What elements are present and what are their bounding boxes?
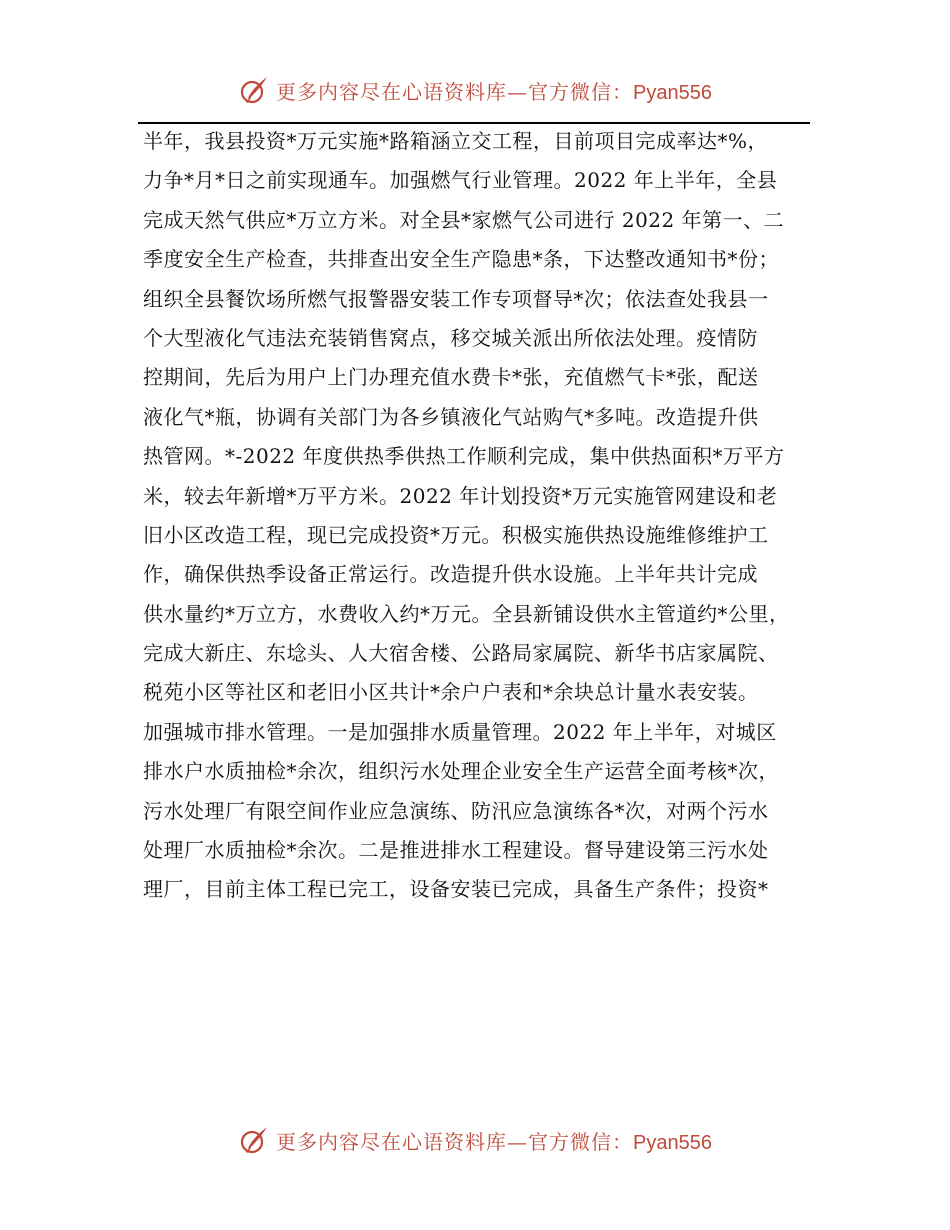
text-line: 控期间，先后为用户上门办理充值水费卡*张，充值燃气卡*张，配送 <box>143 365 759 390</box>
text-line: 税苑小区等社区和老旧小区共计*余户户表和*余块总计量水表安装。 <box>143 680 759 705</box>
text-line: 排水户水质抽检*余次，组织污水处理企业安全生产运营全面考核*次， <box>143 759 779 784</box>
text-line: 米，较去年新增*万平方米。2022 年计划投资*万元实施管网建设和老 <box>143 483 778 508</box>
header-banner-handle: Pyan556 <box>633 81 712 104</box>
text-line: 处理厂水质抽检*余次。二是推进排水工程建设。督导建设第三污水处 <box>143 838 769 863</box>
footer-banner <box>0 1120 950 1160</box>
text-line: 季度安全生产检查，共排查出安全生产隐患*条，下达整改通知书*份； <box>143 247 779 272</box>
text-line: 力争*月*日之前实现通车。加强燃气行业管理。2022 年上半年，全县 <box>143 168 778 193</box>
text-line: 热管网。*-2022 年度供热季供热工作顺利完成，集中供热面积*万平方 <box>143 444 785 469</box>
quill-logo-icon <box>238 74 270 106</box>
text-line: 组织全县餐饮场所燃气报警器安装工作专项督导*次；依法查处我县一 <box>143 286 769 311</box>
text-line: 理厂，目前主体工程已完工，设备安装已完成，具备生产条件；投资* <box>143 877 769 902</box>
text-line: 供水量约*万立方，水费收入约*万元。全县新铺设供水主管道约*公里， <box>143 601 790 626</box>
quill-logo-icon <box>238 1124 270 1156</box>
text-line: 污水处理厂有限空间作业应急演练、防汛应急演练各*次，对两个污水 <box>143 798 769 823</box>
document-body <box>143 122 815 910</box>
footer-banner-handle: Pyan556 <box>633 1131 712 1154</box>
header-banner <box>0 70 950 110</box>
text-line: 加强城市排水管理。一是加强排水质量管理。2022 年上半年，对城区 <box>143 719 777 744</box>
text-line: 作，确保供热季设备正常运行。改造提升供水设施。上半年共计完成 <box>143 562 758 587</box>
text-line: 个大型液化气违法充装销售窝点，移交城关派出所依法处理。疫情防 <box>143 325 758 350</box>
header-banner-prefix: 更多内容尽在心语资料库—官方微信： <box>276 79 634 104</box>
text-line: 旧小区改造工程，现已完成投资*万元。积极实施供热设施维修维护工 <box>143 522 769 547</box>
header-banner-text <box>276 76 712 105</box>
text-line: 半年，我县投资*万元实施*路箱涵立交工程，目前项目完成率达*%， <box>143 129 769 153</box>
text-line: 完成大新庄、东埝头、人大宿舍楼、公路局家属院、新华书店家属院、 <box>143 641 779 666</box>
text-line: 完成天然气供应*万立方米。对全县*家燃气公司进行 2022 年第一、二 <box>143 207 785 232</box>
text-line: 液化气*瓶，协调有关部门为各乡镇液化气站购气*多吨。改造提升供 <box>143 404 759 429</box>
footer-banner-prefix: 更多内容尽在心语资料库—官方微信： <box>276 1129 634 1154</box>
footer-banner-text <box>276 1126 712 1155</box>
